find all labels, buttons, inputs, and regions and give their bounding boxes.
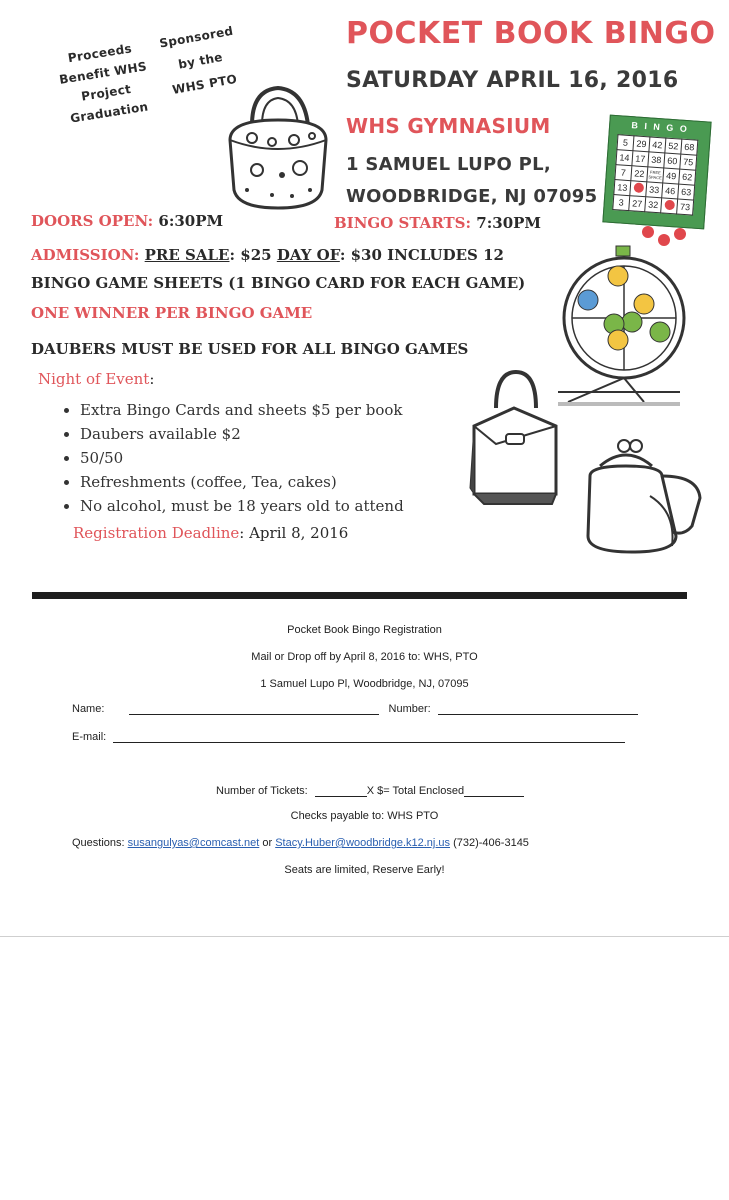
proceeds-line-3: Project [80, 81, 133, 104]
tickets-field[interactable] [315, 784, 367, 797]
bingo-cell: 63 [678, 184, 695, 200]
name-field[interactable] [129, 702, 379, 715]
sponsor-line-3: WHS PTO [171, 71, 239, 97]
coin-purse-icon [580, 436, 710, 556]
doors-open-label: DOORS OPEN: [31, 212, 154, 230]
bingo-cell: 52 [665, 138, 682, 154]
bingo-marker-icon [633, 182, 644, 193]
dayof-value: : $30 INCLUDES 12 [339, 246, 504, 264]
bingo-cell: 60 [664, 153, 681, 169]
contact-phone: (732)-406-3145 [453, 837, 529, 849]
email-field[interactable] [113, 730, 625, 743]
event-title: POCKET BOOK BINGO [346, 16, 716, 51]
bingo-starts-label: BINGO STARTS: [334, 214, 472, 232]
night-item: • Refreshments (coffee, Tea, cakes) [80, 473, 458, 491]
number-field[interactable] [438, 702, 638, 715]
bingo-card-grid [612, 134, 698, 215]
bingo-card-header: B I N G O [631, 120, 690, 135]
bingo-cell: 32 [645, 197, 662, 213]
bingo-cell: 49 [663, 168, 680, 184]
proceeds-line-2: Benefit WHS [58, 59, 148, 87]
page-edge-line [0, 936, 729, 937]
seats-note: Seats are limited, Reserve Early! [284, 864, 445, 876]
bingo-starts [334, 214, 541, 232]
admission-line-2: BINGO GAME SHEETS (1 BINGO CARD FOR EACH GAME) [31, 274, 526, 292]
doors-open-value: 6:30PM [158, 212, 224, 230]
sponsor-line-2: by the [177, 49, 224, 72]
handbag-icon [466, 368, 562, 508]
presale-value: : $25 [229, 246, 272, 264]
number-label: Number: [388, 703, 431, 715]
name-field-row [72, 702, 638, 715]
deadline-label: Registration Deadline [73, 524, 240, 542]
address-line-1: 1 SAMUEL LUPO PL, [346, 154, 552, 175]
bingo-cell: 3 [613, 195, 630, 211]
bingo-wheel-icon [548, 244, 688, 409]
bingo-cell: 14 [616, 150, 633, 166]
bingo-cell: 29 [633, 136, 650, 152]
event-venue: WHS GYMNASIUM [346, 114, 551, 138]
night-of-event-label: Night of Event [38, 370, 150, 388]
bingo-cell: 75 [680, 154, 697, 170]
proceeds-line-1: Proceeds [66, 41, 133, 66]
checks-payable: Checks payable to: WHS PTO [290, 810, 439, 822]
night-of-event-heading [38, 370, 154, 388]
daubers-note: DAUBERS MUST BE USED FOR ALL BINGO GAMES [31, 340, 469, 358]
presale-label: PRE SALE [144, 246, 230, 264]
admission-label: ADMISSION: [31, 246, 140, 264]
email-field-row [72, 730, 625, 743]
dayof-label: DAY OF [276, 246, 340, 264]
contact-email-1-link[interactable]: susangulyas@comcast.net [127, 837, 260, 849]
night-item: • No alcohol, must be 18 years old to attend [80, 497, 458, 515]
bingo-cell: 17 [632, 151, 649, 167]
purse-illustration-icon [222, 80, 334, 215]
address-line-2: WOODBRIDGE, NJ 07095 [346, 186, 598, 207]
bingo-cell: 13 [614, 180, 631, 196]
admission-line-1 [31, 246, 504, 264]
form-title: Pocket Book Bingo Registration [287, 624, 442, 636]
bingo-cell: 22 [631, 166, 648, 182]
contact-email-2-link[interactable]: Stacy.Huber@woodbridge.k12.nj.us [275, 837, 451, 849]
bingo-cell: 38 [648, 152, 665, 168]
name-label: Name: [72, 703, 105, 715]
bingo-cell: 5 [617, 135, 634, 151]
bingo-cell [661, 198, 678, 214]
form-mail-line: Mail or Drop off by April 8, 2016 to: WHS, PTO [251, 651, 478, 663]
event-date: SATURDAY APRIL 16, 2016 [346, 68, 679, 93]
bingo-cell: 7 [615, 165, 632, 181]
bingo-starts-value: 7:30PM [476, 214, 542, 232]
bingo-card-icon [602, 115, 711, 230]
bingo-cell: 42 [649, 137, 666, 153]
night-of-event-colon: : [149, 370, 155, 388]
sponsor-line-1: Sponsored [158, 23, 235, 51]
section-divider [32, 592, 687, 599]
bingo-cell: 33 [646, 182, 663, 198]
tickets-label: Number of Tickets: [216, 785, 308, 797]
bingo-marker-icon [664, 200, 675, 211]
email-label: E-mail: [72, 731, 107, 743]
questions-or: or [262, 837, 273, 849]
night-of-event-list [58, 401, 458, 521]
doors-open [31, 212, 223, 230]
bingo-cell: 62 [679, 169, 696, 185]
bingo-cell: FREE SPACE [647, 167, 664, 183]
winner-note: ONE WINNER PER BINGO GAME [31, 304, 313, 322]
bingo-cell: 27 [629, 196, 646, 212]
bingo-cell: 73 [677, 199, 694, 215]
night-item: • 50/50 [80, 449, 458, 467]
questions-label: Questions: [72, 837, 125, 849]
night-item: • Daubers available $2 [80, 425, 458, 443]
form-address: 1 Samuel Lupo Pl, Woodbridge, NJ, 07095 [260, 678, 469, 690]
tickets-row [216, 784, 524, 797]
total-field[interactable] [464, 784, 524, 797]
bingo-cell: 68 [681, 139, 698, 155]
tickets-mid: X $= Total Enclosed [366, 785, 465, 797]
night-item: • Extra Bingo Cards and sheets $5 per book [80, 401, 458, 419]
proceeds-line-4: Graduation [69, 99, 150, 126]
questions-row [72, 837, 529, 849]
deadline-value: : April 8, 2016 [239, 524, 349, 542]
registration-deadline [73, 524, 348, 542]
bingo-cell: 46 [662, 183, 679, 199]
bingo-cell [630, 181, 647, 197]
